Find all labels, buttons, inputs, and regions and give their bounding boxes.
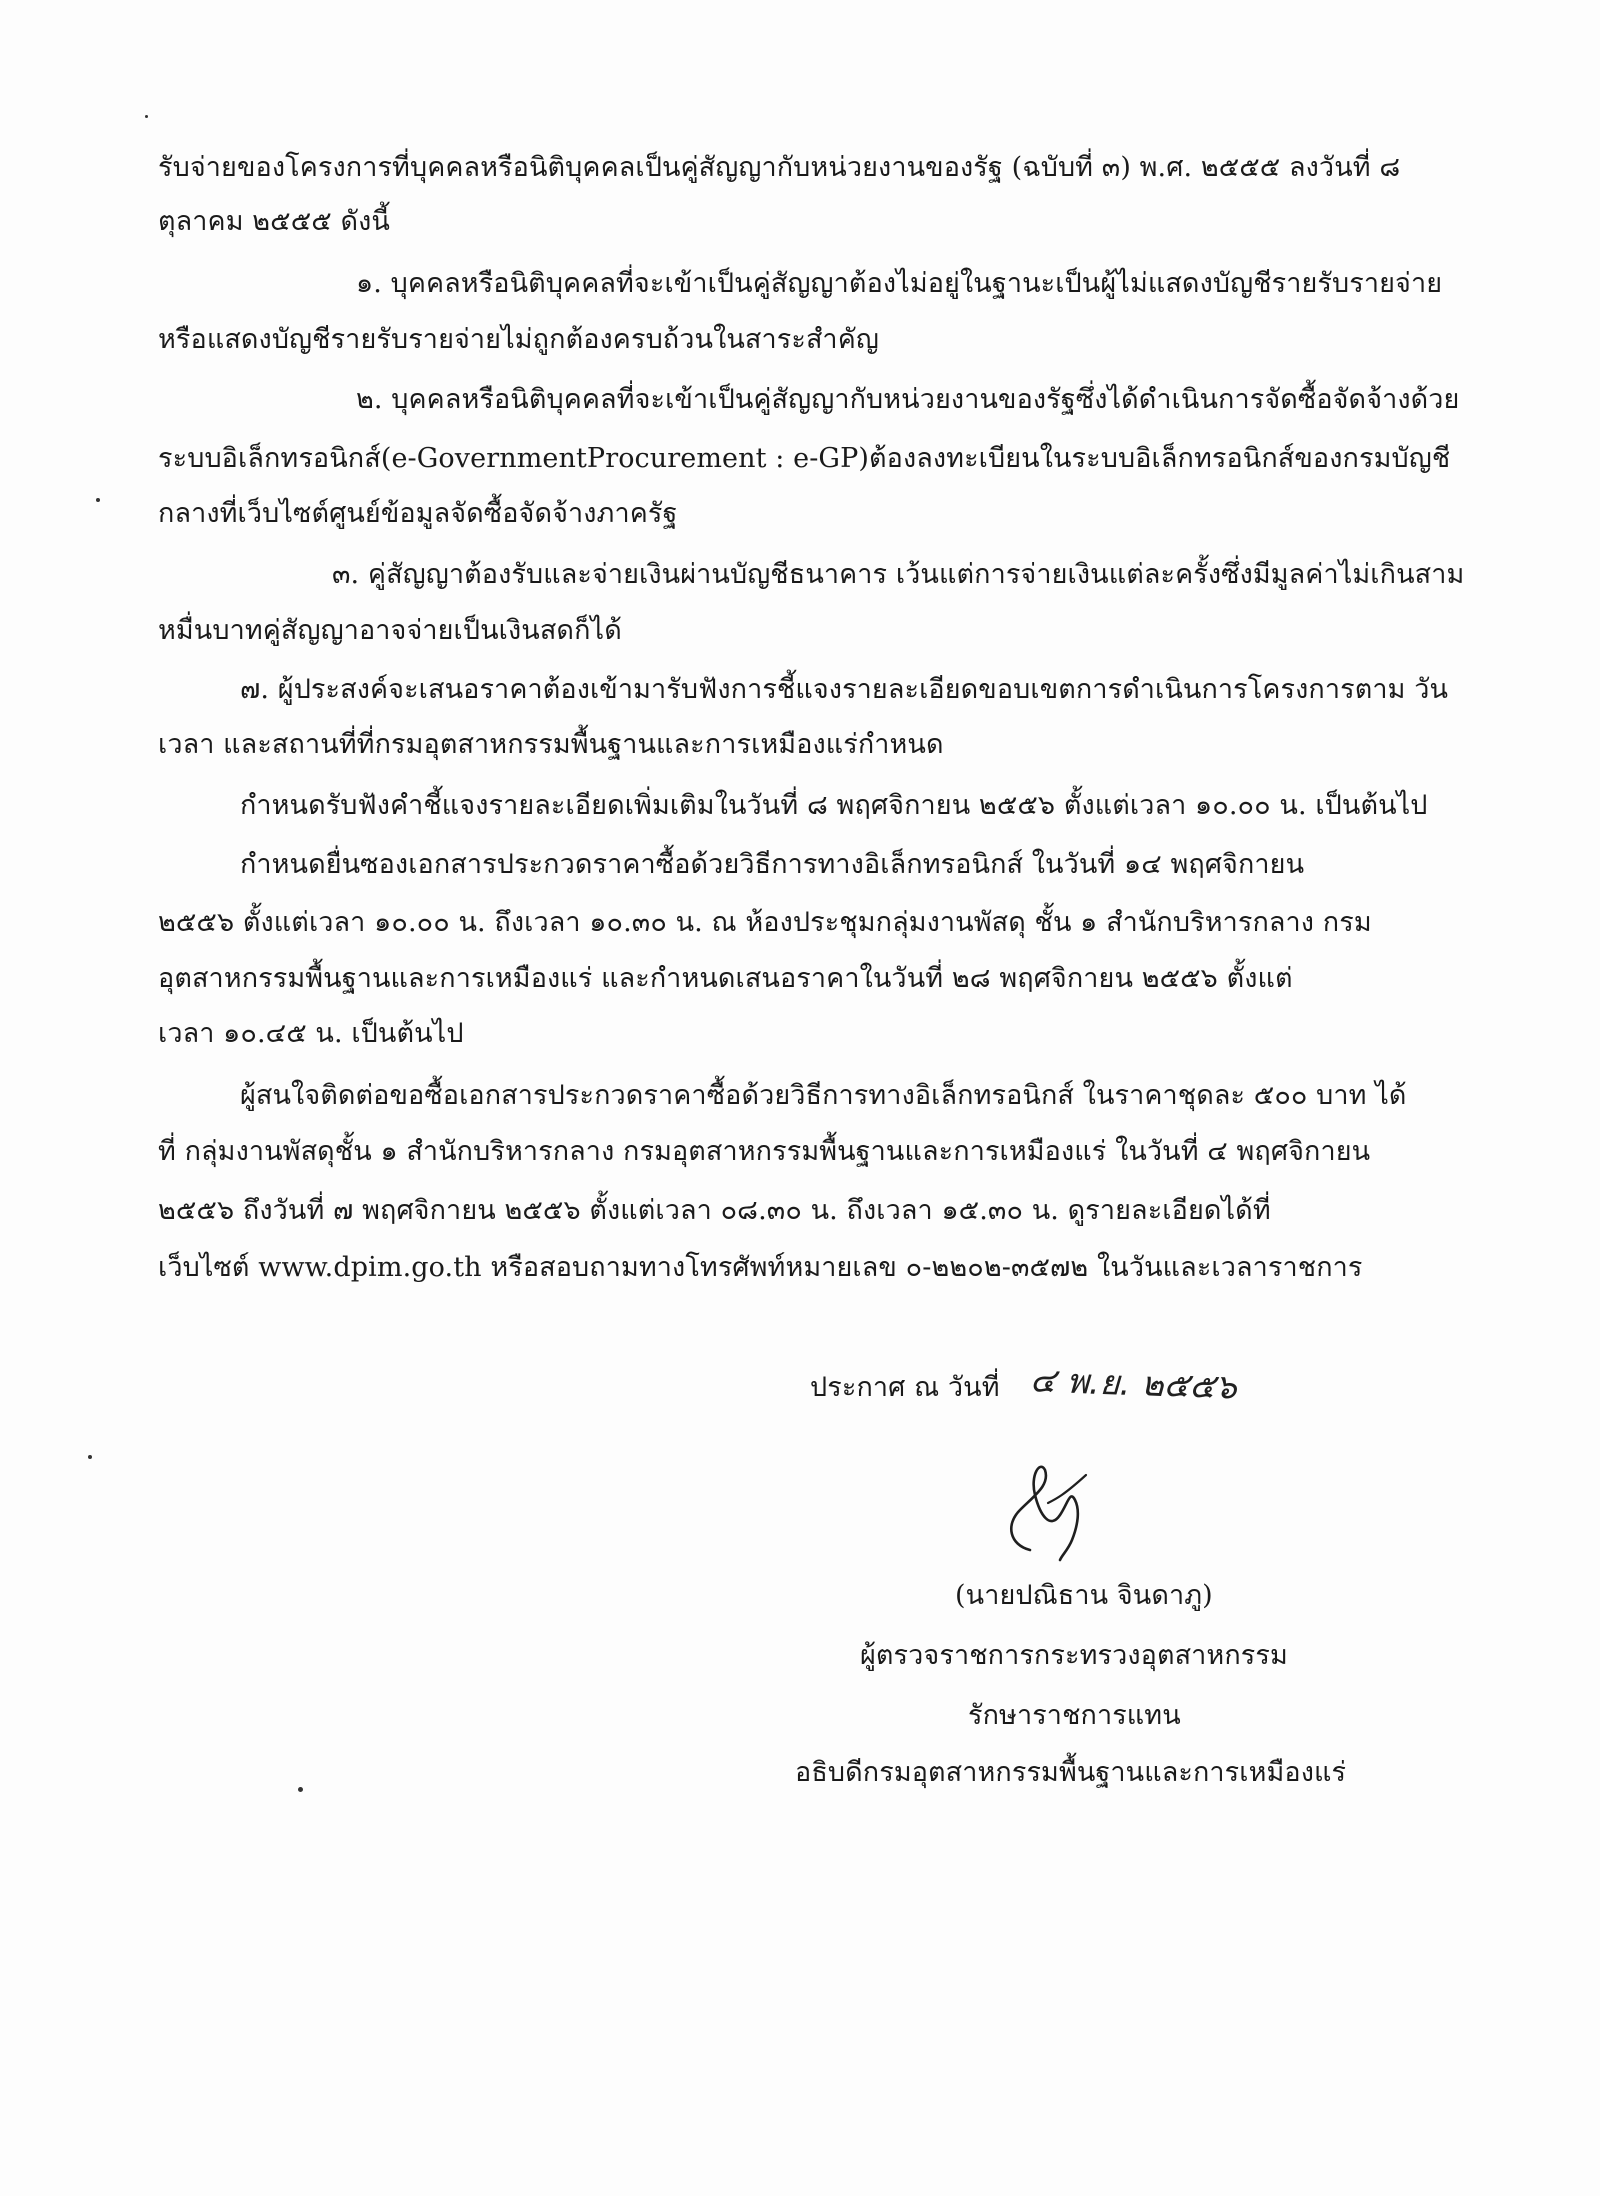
body-line: ๗. ผู้ประสงค์จะเสนอราคาต้องเข้ามารับฟังการชี้แจงรายละเอียดขอบเขตการดำเนินการโครงการตาม วัน xyxy=(240,674,1449,705)
body-line: ตุลาคม ๒๕๕๕ ดังนี้ xyxy=(158,206,390,237)
body-line: ๓. คู่สัญญาต้องรับและจ่ายเงินผ่านบัญชีธนาคาร เว้นแต่การจ่ายเงินแต่ละครั้งซึ่งมีมูลค่าไม่เกินสาม xyxy=(332,559,1465,590)
body-line: ๑. บุคคลหรือนิติบุคคลที่จะเข้าเป็นคู่สัญญาต้องไม่อยู่ในฐานะเป็นผู้ไม่แสดงบัญชีรายรับรายจ่าย xyxy=(356,268,1443,299)
body-line: หรือแสดงบัญชีรายรับรายจ่ายไม่ถูกต้องครบถ้วนในสาระสำคัญ xyxy=(158,324,879,355)
body-line: รับจ่ายของโครงการที่บุคคลหรือนิติบุคคลเป็นคู่สัญญากับหน่วยงานของรัฐ (ฉบับที่ ๓) พ.ศ. ๒๕๕๕ ลงวันที่ ๘ xyxy=(158,152,1401,183)
scan-speck xyxy=(88,1455,92,1459)
body-line: ๒๕๕๖ ถึงวันที่ ๗ พฤศจิกายน ๒๕๕๖ ตั้งแต่เวลา ๐๘.๓๐ น. ถึงเวลา ๑๕.๓๐ น. ดูรายละเอียดได้ที่ xyxy=(158,1195,1271,1226)
body-line: เว็บไซต์ www.dpim.go.th หรือสอบถามทางโทรศัพท์หมายเลข ๐-๒๒๐๒-๓๕๗๒ ในวันและเวลาราชการ xyxy=(158,1252,1363,1283)
body-line: เวลา และสถานที่ที่กรมอุตสาหกรรมพื้นฐานและการเหมืองแร่กำหนด xyxy=(158,729,944,760)
scan-speck xyxy=(298,1787,303,1792)
body-line: อุตสาหกรรมพื้นฐานและการเหมืองแร่ และกำหนดเสนอราคาในวันที่ ๒๘ พฤศจิกายน ๒๕๕๖ ตั้งแต่ xyxy=(158,963,1293,994)
body-line: ที่ กลุ่มงานพัสดุชั้น ๑ สำนักบริหารกลาง กรมอุตสาหกรรมพื้นฐานและการเหมืองแร่ ในวันที่ ๔ พฤศจิกายน xyxy=(158,1136,1371,1167)
announcement-label: ประกาศ ณ วันที่ xyxy=(810,1372,1000,1403)
body-line: กำหนดยื่นซองเอกสารประกวดราคาซื้อด้วยวิธีการทางอิเล็กทรอนิกส์ ในวันที่ ๑๔ พฤศจิกายน xyxy=(240,849,1305,880)
body-line: ๒. บุคคลหรือนิติบุคคลที่จะเข้าเป็นคู่สัญญากับหน่วยงานของรัฐซึ่งได้ดำเนินการจัดซื้อจัดจ้างด้วย xyxy=(356,384,1460,415)
scan-speck xyxy=(145,115,148,118)
signatory-acting: รักษาราชการแทน xyxy=(968,1700,1181,1731)
scan-speck xyxy=(96,498,100,502)
signatory-position: ผู้ตรวจราชการกระทรวงอุตสาหกรรม xyxy=(860,1640,1288,1671)
body-line: กลางที่เว็บไซต์ศูนย์ข้อมูลจัดซื้อจัดจ้างภาครัฐ xyxy=(158,498,678,529)
handwritten-date: ๔ พ.ย. ๒๕๕๖ xyxy=(1029,1360,1238,1408)
body-line: กำหนดรับฟังคำชี้แจงรายละเอียดเพิ่มเติมในวันที่ ๘ พฤศจิกายน ๒๕๕๖ ตั้งแต่เวลา ๑๐.๐๐ น. เป็นต้นไป xyxy=(240,790,1428,821)
signatory-department: อธิบดีกรมอุตสาหกรรมพื้นฐานและการเหมืองแร่ xyxy=(795,1757,1347,1788)
signatory-name: (นายปณิธาน จินดาภู) xyxy=(955,1580,1213,1611)
body-line: ๒๕๕๖ ตั้งแต่เวลา ๑๐.๐๐ น. ถึงเวลา ๑๐.๓๐ น. ณ ห้องประชุมกลุ่มงานพัสดุ ชั้น ๑ สำนักบริหารกลาง กรม xyxy=(158,907,1372,938)
body-line: เวลา ๑๐.๔๕ น. เป็นต้นไป xyxy=(158,1018,464,1049)
body-line: ระบบอิเล็กทรอนิกส์(e-GovernmentProcurement : e-GP)ต้องลงทะเบียนในระบบอิเล็กทรอนิกส์ของกรมบัญชี xyxy=(158,443,1451,474)
body-line: ผู้สนใจติดต่อขอซื้อเอกสารประกวดราคาซื้อด้วยวิธีการทางอิเล็กทรอนิกส์ ในราคาชุดละ ๕๐๐ บาท ได้ xyxy=(240,1080,1407,1111)
body-line: หมื่นบาทคู่สัญญาอาจจ่ายเป็นเงินสดก็ได้ xyxy=(158,615,622,646)
signature-mark xyxy=(990,1455,1110,1565)
